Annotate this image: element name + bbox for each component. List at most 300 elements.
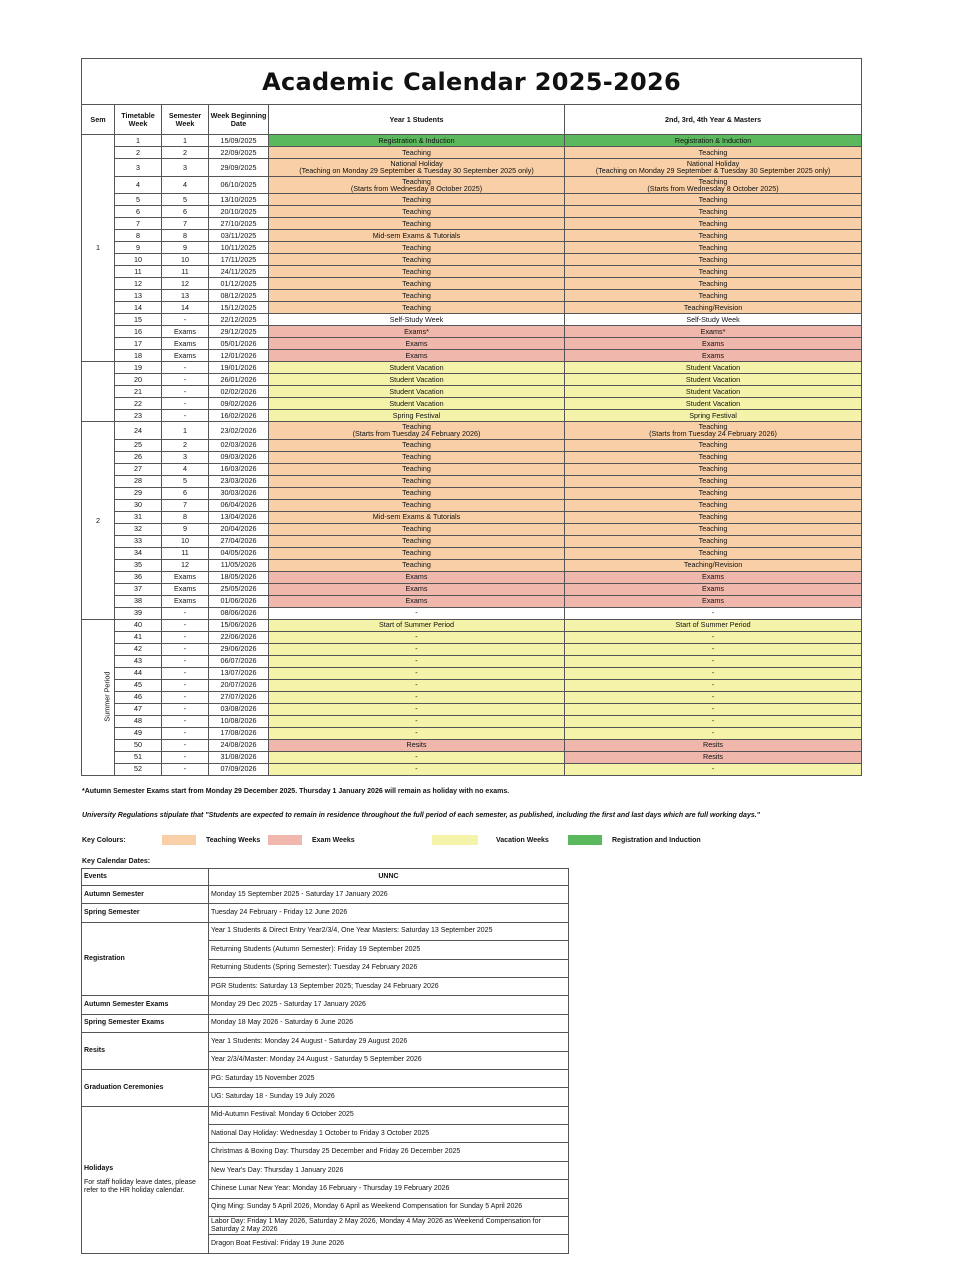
timetable-week-cell: 46 <box>115 691 162 703</box>
key-exam-label: Exam Weeks <box>312 836 355 844</box>
other-years-activity-cell <box>565 511 862 523</box>
page-title: Academic Calendar 2025-2026 <box>82 59 862 105</box>
year1-activity-cell <box>269 703 565 715</box>
header-semester-week: Semester Week <box>162 105 209 135</box>
other-years-activity-cell <box>565 463 862 475</box>
week-date-cell: 15/12/2025 <box>209 302 269 314</box>
other-years-activity-note: (Starts from Tuesday 24 February 2026) <box>649 429 777 439</box>
year1-activity-cell <box>269 631 565 643</box>
other-years-activity-cell <box>565 176 862 194</box>
timetable-week-cell: 15 <box>115 314 162 326</box>
semester-week-cell: 5 <box>162 194 209 206</box>
year1-activity: Exams <box>405 350 428 360</box>
event-detail: UG: Saturday 18 - Sunday 19 July 2026 <box>209 1088 569 1106</box>
header-other-years: 2nd, 3rd, 4th Year & Masters <box>565 105 862 135</box>
other-years-activity-note: (Teaching on Monday 29 September & Tuesday 30 September 2025 only) <box>595 166 831 176</box>
other-years-activity: Exams <box>702 596 725 606</box>
week-date-cell: 03/11/2025 <box>209 230 269 242</box>
semester-week-cell: - <box>162 643 209 655</box>
year1-activity-cell <box>269 439 565 451</box>
calendar-row <box>82 523 862 535</box>
year1-activity-cell <box>269 523 565 535</box>
year1-activity: Student Vacation <box>389 374 444 384</box>
event-name: Graduation Ceremonies <box>84 1083 164 1091</box>
week-date-cell: 29/09/2025 <box>209 159 269 177</box>
event-detail: Mid-Autumn Festival: Monday 6 October 2025 <box>209 1106 569 1124</box>
calendar-row <box>82 374 862 386</box>
event-name-cell <box>82 1033 209 1070</box>
event-detail: Monday 15 September 2025 - Saturday 17 January 2026 <box>209 886 569 904</box>
timetable-week-cell: 7 <box>115 218 162 230</box>
other-years-activity: Student Vacation <box>685 398 741 408</box>
event-name-cell <box>82 886 209 904</box>
semester-week-cell: 4 <box>162 463 209 475</box>
event-name: Resits <box>84 1046 106 1054</box>
year1-activity: Teaching <box>402 176 431 186</box>
week-date-cell: 26/01/2026 <box>209 374 269 386</box>
header-timetable-week: Timetable Week <box>115 105 162 135</box>
semester-week-cell: - <box>162 703 209 715</box>
semester-week-cell: 3 <box>162 451 209 463</box>
year1-activity: Teaching <box>402 548 431 558</box>
other-years-activity: Teaching <box>698 254 728 264</box>
year1-activity-cell <box>269 422 565 440</box>
event-name-cell <box>82 922 209 996</box>
year1-activity-cell <box>269 739 565 751</box>
event-detail: Returning Students (Spring Semester): Tuesday 24 February 2026 <box>209 959 569 977</box>
week-date-cell: 13/10/2025 <box>209 194 269 206</box>
semester-week-cell: 1 <box>162 422 209 440</box>
week-date-cell: 09/03/2026 <box>209 451 269 463</box>
event-detail: PGR Students: Saturday 13 September 2025; Tuesday 24 February 2026 <box>209 977 569 995</box>
timetable-week-cell: 17 <box>115 338 162 350</box>
semester-week-cell: 9 <box>162 242 209 254</box>
year1-activity-cell <box>269 463 565 475</box>
year1-activity: Student Vacation <box>389 362 444 372</box>
timetable-week-cell: 31 <box>115 511 162 523</box>
timetable-week-cell: 24 <box>115 422 162 440</box>
other-years-activity: Resits <box>703 740 724 750</box>
other-years-activity: Teaching <box>698 290 728 300</box>
week-date-cell: 16/03/2026 <box>209 463 269 475</box>
calendar-row <box>82 410 862 422</box>
calendar-row <box>82 631 862 643</box>
year1-activity: - <box>415 716 418 726</box>
event-detail: Dragon Boat Festival: Friday 19 June 2026 <box>209 1235 569 1253</box>
timetable-week-cell: 32 <box>115 523 162 535</box>
other-years-activity: Teaching <box>698 278 728 288</box>
semester-label-text: Summer Period <box>102 672 112 722</box>
year1-activity: Self-Study Week <box>389 314 444 324</box>
other-years-activity-cell <box>565 619 862 631</box>
semester-week-cell: - <box>162 763 209 775</box>
year1-activity-cell <box>269 176 565 194</box>
year1-activity: Spring Festival <box>392 410 441 420</box>
other-years-activity: - <box>711 668 715 678</box>
calendar-row <box>82 499 862 511</box>
key-exam <box>268 834 355 846</box>
semester-week-cell: - <box>162 362 209 374</box>
week-date-cell: 09/02/2026 <box>209 398 269 410</box>
timetable-week-cell: 33 <box>115 535 162 547</box>
other-years-activity-cell <box>565 350 862 362</box>
calendar-row <box>82 230 862 242</box>
event-detail: National Day Holiday: Wednesday 1 October to Friday 3 October 2025 <box>209 1125 569 1143</box>
week-date-cell: 22/09/2025 <box>209 147 269 159</box>
week-date-cell: 02/02/2026 <box>209 386 269 398</box>
year1-activity-cell <box>269 147 565 159</box>
week-date-cell: 24/08/2026 <box>209 739 269 751</box>
other-years-activity: Teaching <box>698 464 728 474</box>
calendar-row <box>82 422 862 440</box>
year1-activity-cell <box>269 511 565 523</box>
key-dates-title: Key Calendar Dates: <box>82 858 151 865</box>
timetable-week-cell: 4 <box>115 176 162 194</box>
semester-week-cell: - <box>162 751 209 763</box>
other-years-activity-cell <box>565 583 862 595</box>
calendar-row <box>82 398 862 410</box>
week-date-cell: 29/12/2025 <box>209 326 269 338</box>
calendar-row <box>82 266 862 278</box>
timetable-week-cell: 36 <box>115 571 162 583</box>
calendar-row <box>82 643 862 655</box>
other-years-activity-cell <box>565 691 862 703</box>
semester-week-cell: - <box>162 386 209 398</box>
year1-activity-cell <box>269 159 565 177</box>
other-years-activity: Exams <box>702 584 725 594</box>
year1-activity: Teaching <box>402 206 431 216</box>
other-years-activity-cell <box>565 523 862 535</box>
semester-week-cell: 2 <box>162 439 209 451</box>
exam-swatch <box>268 835 302 845</box>
other-years-activity-cell <box>565 679 862 691</box>
week-date-cell: 06/10/2025 <box>209 176 269 194</box>
calendar-row <box>82 727 862 739</box>
year1-activity-cell <box>269 499 565 511</box>
event-name-cell <box>82 904 209 922</box>
year1-activity: Teaching <box>402 464 431 474</box>
other-years-activity: Teaching <box>698 500 728 510</box>
key-date-row <box>82 1014 569 1032</box>
week-date-cell: 25/05/2026 <box>209 583 269 595</box>
calendar-row <box>82 583 862 595</box>
calendar-row <box>82 703 862 715</box>
year1-activity-cell <box>269 547 565 559</box>
week-date-cell: 31/08/2026 <box>209 751 269 763</box>
other-years-activity-cell <box>565 667 862 679</box>
timetable-week-cell: 41 <box>115 631 162 643</box>
semester-week-cell: - <box>162 314 209 326</box>
year1-activity: Teaching <box>402 278 431 288</box>
other-years-activity-cell <box>565 739 862 751</box>
other-years-activity-cell <box>565 751 862 763</box>
event-name: Autumn Semester <box>84 890 144 898</box>
calendar-row <box>82 176 862 194</box>
year1-activity: Teaching <box>402 254 431 264</box>
other-years-activity: - <box>711 608 715 618</box>
year1-activity-cell <box>269 218 565 230</box>
timetable-week-cell: 13 <box>115 290 162 302</box>
other-years-activity-cell <box>565 290 862 302</box>
calendar-row <box>82 595 862 607</box>
year1-activity-cell <box>269 290 565 302</box>
key-registration-label: Registration and Induction <box>612 836 701 844</box>
year1-activity-cell <box>269 751 565 763</box>
key-teaching-label: Teaching Weeks <box>206 836 261 844</box>
semester-week-cell: - <box>162 727 209 739</box>
week-date-cell: 23/03/2026 <box>209 475 269 487</box>
event-name-cell <box>82 1014 209 1032</box>
week-date-cell: 08/12/2025 <box>209 290 269 302</box>
timetable-week-cell: 6 <box>115 206 162 218</box>
event-name: Registration <box>84 955 125 963</box>
week-date-cell: 13/04/2026 <box>209 511 269 523</box>
timetable-week-cell: 23 <box>115 410 162 422</box>
timetable-week-cell: 37 <box>115 583 162 595</box>
other-years-activity-cell <box>565 230 862 242</box>
semester-week-cell: - <box>162 631 209 643</box>
other-years-activity-cell <box>565 194 862 206</box>
year1-activity: - <box>415 692 418 702</box>
calendar-row <box>82 242 862 254</box>
event-detail: Returning Students (Autumn Semester): Friday 19 September 2025 <box>209 941 569 959</box>
event-detail: Chinese Lunar New Year: Monday 16 February - Thursday 19 February 2026 <box>209 1180 569 1198</box>
semester-week-cell: 6 <box>162 206 209 218</box>
timetable-week-cell: 14 <box>115 302 162 314</box>
key-vacation <box>432 834 549 846</box>
header-week-beginning: Week Beginning Date <box>209 105 269 135</box>
week-date-cell: 20/07/2026 <box>209 679 269 691</box>
other-years-activity: Teaching <box>698 422 728 432</box>
semester-week-cell: 7 <box>162 218 209 230</box>
other-years-activity: Student Vacation <box>685 362 741 372</box>
semester-label <box>82 422 115 620</box>
semester-week-cell: Exams <box>162 338 209 350</box>
key-date-row <box>82 904 569 922</box>
timetable-week-cell: 34 <box>115 547 162 559</box>
year1-activity-cell <box>269 715 565 727</box>
semester-week-cell: 7 <box>162 499 209 511</box>
calendar-row <box>82 619 862 631</box>
week-date-cell: 27/04/2026 <box>209 535 269 547</box>
other-years-activity: Teaching <box>698 512 728 522</box>
year1-activity: Teaching <box>402 422 431 432</box>
color-key <box>82 834 862 848</box>
calendar-row <box>82 487 862 499</box>
semester-week-cell: - <box>162 739 209 751</box>
calendar-row <box>82 451 862 463</box>
other-years-activity: Exams <box>702 350 725 360</box>
other-years-activity: - <box>711 716 715 726</box>
timetable-week-cell: 35 <box>115 559 162 571</box>
semester-week-cell: 10 <box>162 535 209 547</box>
semester-week-cell: - <box>162 398 209 410</box>
other-years-activity: Teaching <box>698 147 728 157</box>
unnc-header: UNNC <box>209 869 569 886</box>
event-detail: Year 1 Students: Monday 24 August - Saturday 29 August 2026 <box>209 1033 569 1051</box>
semester-week-cell: - <box>162 607 209 619</box>
semester-week-cell: 1 <box>162 135 209 147</box>
calendar-row <box>82 194 862 206</box>
other-years-activity: Teaching <box>698 452 728 462</box>
semester-week-cell: 14 <box>162 302 209 314</box>
timetable-week-cell: 21 <box>115 386 162 398</box>
key-dates-table <box>81 868 569 1254</box>
year1-activity: Teaching <box>402 500 431 510</box>
year1-activity-cell <box>269 410 565 422</box>
teaching-swatch <box>162 835 196 845</box>
event-detail: New Year's Day: Thursday 1 January 2026 <box>209 1161 569 1179</box>
calendar-row <box>82 290 862 302</box>
year1-activity-cell <box>269 338 565 350</box>
calendar-row <box>82 679 862 691</box>
semester-week-cell: Exams <box>162 571 209 583</box>
calendar-row <box>82 326 862 338</box>
semester-week-cell: - <box>162 374 209 386</box>
timetable-week-cell: 25 <box>115 439 162 451</box>
other-years-activity-cell <box>565 715 862 727</box>
year1-activity-cell <box>269 571 565 583</box>
week-date-cell: 15/09/2025 <box>209 135 269 147</box>
other-years-activity-cell <box>565 475 862 487</box>
semester-week-cell: 6 <box>162 487 209 499</box>
key-teaching <box>162 834 260 846</box>
other-years-activity: Teaching <box>698 176 728 186</box>
timetable-week-cell: 8 <box>115 230 162 242</box>
other-years-activity-cell <box>565 254 862 266</box>
semester-week-cell: 9 <box>162 523 209 535</box>
semester-label-text: 2 <box>96 515 100 525</box>
other-years-activity: Spring Festival <box>689 410 737 420</box>
other-years-activity: Teaching <box>698 476 728 486</box>
calendar-row <box>82 350 862 362</box>
semester-week-cell: 10 <box>162 254 209 266</box>
key-dates-body <box>82 886 569 1254</box>
semester-week-cell: 2 <box>162 147 209 159</box>
calendar-row <box>82 751 862 763</box>
year1-activity-cell <box>269 398 565 410</box>
week-date-cell: 27/10/2025 <box>209 218 269 230</box>
semester-week-cell: Exams <box>162 595 209 607</box>
other-years-activity-cell <box>565 326 862 338</box>
week-date-cell: 24/11/2025 <box>209 266 269 278</box>
other-years-activity-cell <box>565 487 862 499</box>
other-years-activity: - <box>711 692 715 702</box>
year1-activity-note: (Starts from Tuesday 24 February 2026) <box>352 429 481 439</box>
year1-activity: Teaching <box>402 440 431 450</box>
calendar-row <box>82 511 862 523</box>
event-detail: PG: Saturday 15 November 2025 <box>209 1069 569 1087</box>
week-date-cell: 17/08/2026 <box>209 727 269 739</box>
year1-activity: - <box>415 656 418 666</box>
year1-activity: Teaching <box>402 266 431 276</box>
semester-week-cell: - <box>162 715 209 727</box>
year1-activity: - <box>415 644 418 654</box>
key-date-row <box>82 996 569 1014</box>
week-date-cell: 23/02/2026 <box>209 422 269 440</box>
timetable-week-cell: 29 <box>115 487 162 499</box>
week-date-cell: 13/07/2026 <box>209 667 269 679</box>
timetable-week-cell: 38 <box>115 595 162 607</box>
timetable-week-cell: 39 <box>115 607 162 619</box>
timetable-week-cell: 52 <box>115 763 162 775</box>
calendar-row <box>82 254 862 266</box>
other-years-activity-cell <box>565 266 862 278</box>
other-years-activity: - <box>711 728 715 738</box>
other-years-activity-cell <box>565 703 862 715</box>
key-date-row <box>82 922 569 940</box>
year1-activity-cell <box>269 643 565 655</box>
year1-activity: - <box>415 608 418 618</box>
event-name: Spring Semester <box>84 909 140 917</box>
other-years-activity-cell <box>565 135 862 147</box>
calendar-row <box>82 463 862 475</box>
timetable-week-cell: 42 <box>115 643 162 655</box>
timetable-week-cell: 50 <box>115 739 162 751</box>
calendar-row <box>82 302 862 314</box>
other-years-activity-cell <box>565 571 862 583</box>
year1-activity-note: (Starts from Wednesday 8 October 2025) <box>350 183 483 193</box>
semester-week-cell: - <box>162 655 209 667</box>
other-years-activity-cell <box>565 559 862 571</box>
year1-activity: Mid-sem Exams & Tutorials <box>372 512 461 522</box>
timetable-week-cell: 47 <box>115 703 162 715</box>
other-years-activity-cell <box>565 547 862 559</box>
year1-activity-cell <box>269 679 565 691</box>
registration-swatch <box>568 835 602 845</box>
calendar-row <box>82 314 862 326</box>
semester-week-cell: 8 <box>162 230 209 242</box>
event-detail: Year 2/3/4/Master: Monday 24 August - Saturday 5 September 2026 <box>209 1051 569 1069</box>
year1-activity-cell <box>269 655 565 667</box>
week-date-cell: 22/12/2025 <box>209 314 269 326</box>
year1-activity-cell <box>269 350 565 362</box>
calendar-row <box>82 206 862 218</box>
key-date-row <box>82 886 569 904</box>
other-years-activity-cell <box>565 727 862 739</box>
semester-week-cell: - <box>162 679 209 691</box>
vacation-swatch <box>432 835 478 845</box>
calendar-row <box>82 338 862 350</box>
year1-activity-cell <box>269 487 565 499</box>
semester-week-cell: 12 <box>162 278 209 290</box>
year1-activity-cell <box>269 135 565 147</box>
calendar-row <box>82 739 862 751</box>
week-date-cell: 20/10/2025 <box>209 206 269 218</box>
other-years-activity-cell <box>565 302 862 314</box>
timetable-week-cell: 22 <box>115 398 162 410</box>
year1-activity: Student Vacation <box>389 398 444 408</box>
year1-activity: - <box>415 632 418 642</box>
year1-activity: Teaching <box>402 194 431 204</box>
other-years-activity: Teaching <box>698 548 728 558</box>
semester-week-cell: Exams <box>162 326 209 338</box>
timetable-week-cell: 44 <box>115 667 162 679</box>
semester-week-cell: 5 <box>162 475 209 487</box>
timetable-week-cell: 19 <box>115 362 162 374</box>
event-detail: Monday 18 May 2026 - Saturday 6 June 2026 <box>209 1014 569 1032</box>
year1-activity: - <box>415 764 418 774</box>
year1-activity-cell <box>269 667 565 679</box>
event-note: For staff holiday leave dates, please refer to the HR holiday calendar. <box>84 1178 196 1194</box>
semester-label-text: 1 <box>96 243 100 253</box>
semester-week-cell: 3 <box>162 159 209 177</box>
week-date-cell: 11/05/2026 <box>209 559 269 571</box>
week-date-cell: 20/04/2026 <box>209 523 269 535</box>
semester-week-cell: 8 <box>162 511 209 523</box>
year1-activity: Registration & Induction <box>378 135 455 145</box>
year1-activity-cell <box>269 206 565 218</box>
